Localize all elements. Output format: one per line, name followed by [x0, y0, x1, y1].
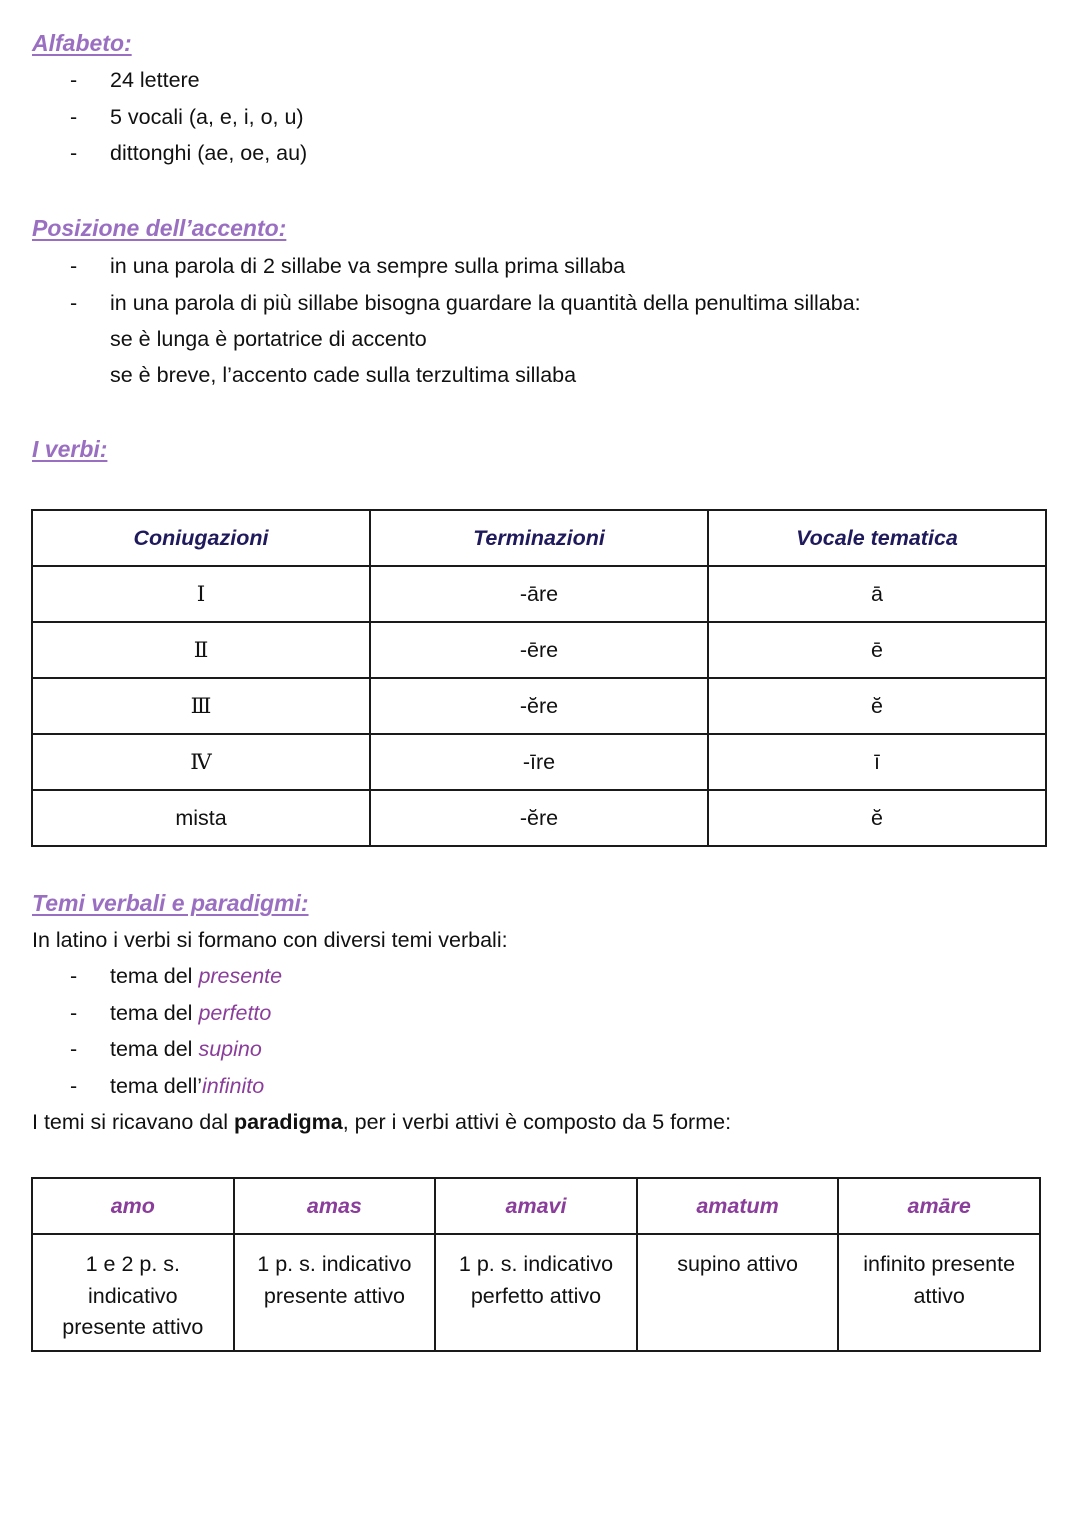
- list-item: - 5 vocali (a, e, i, o, u): [0, 99, 307, 136]
- list-item: - 24 lettere: [0, 62, 307, 99]
- table-row: [32, 734, 1046, 790]
- column-header-amas: amas: [234, 1178, 436, 1234]
- table-cell: Ⅲ: [32, 678, 370, 734]
- table-row: [32, 566, 1046, 622]
- bullet-dash: -: [70, 964, 78, 988]
- accento-continuation-short: se è breve, l’accento cade sulla terzultima sillaba: [110, 363, 577, 387]
- table-row: [32, 622, 1046, 678]
- bullet-dash: -: [70, 68, 78, 92]
- table-row: [32, 790, 1046, 846]
- column-header-amatum: amatum: [637, 1178, 839, 1234]
- bullet-dash: -: [70, 1000, 78, 1025]
- temi-intro: In latino i verbi si formano con diversi temi verbali:: [32, 928, 508, 952]
- table-cell: infinito presente attivo: [838, 1234, 1040, 1351]
- bullet-dash: -: [70, 104, 78, 129]
- paradigm-table: [31, 1177, 1041, 1352]
- bullet-dash: -: [70, 290, 78, 315]
- conjugations-table: [31, 509, 1047, 847]
- table-cell: Ⅳ: [32, 734, 370, 790]
- table-cell: I: [32, 566, 370, 622]
- table-cell: -āre: [370, 566, 708, 622]
- alfabeto-list: [0, 62, 307, 172]
- table-cell: Ⅱ: [32, 622, 370, 678]
- table-cell: 1 e 2 p. s. indicativo presente attivo: [32, 1234, 234, 1351]
- table-cell: ē: [708, 622, 1046, 678]
- list-item: - tema del presente: [0, 958, 282, 995]
- column-header-vocale-tematica: Vocale tematica: [708, 510, 1046, 566]
- table-cell: ī: [708, 734, 1046, 790]
- bullet-dash: -: [70, 254, 78, 278]
- list-item: - tema del supino: [0, 1031, 282, 1068]
- paradigm-sentence: I temi si ricavano dal paradigma, per i verbi attivi è composto da 5 forme:: [32, 1110, 732, 1134]
- table-cell: mista: [32, 790, 370, 846]
- column-header-amo: amo: [32, 1178, 234, 1234]
- table-header-row: [32, 1178, 1040, 1234]
- bullet-dash: -: [70, 1037, 78, 1061]
- bullet-dash: -: [70, 1073, 78, 1098]
- table-cell: ĕ: [708, 790, 1046, 846]
- temi-list: [0, 958, 282, 1104]
- list-item: - tema del perfetto: [0, 995, 282, 1032]
- list-item: - dittonghi (ae, oe, au): [0, 135, 307, 172]
- table-row: [32, 678, 1046, 734]
- table-cell: supino attivo: [637, 1234, 839, 1351]
- table-cell: 1 p. s. indicativo presente attivo: [234, 1234, 436, 1351]
- column-header-terminazioni: Terminazioni: [370, 510, 708, 566]
- accento-continuation-long: se è lunga è portatrice di accento: [110, 327, 427, 351]
- table-cell: ā: [708, 566, 1046, 622]
- table-header-row: [32, 510, 1046, 566]
- table-cell: ĕ: [708, 678, 1046, 734]
- bullet-dash: -: [70, 141, 78, 165]
- column-header-coniugazioni: Coniugazioni: [32, 510, 370, 566]
- table-cell: -īre: [370, 734, 708, 790]
- list-item: - in una parola di più sillabe bisogna guardare la quantità della penultima sillaba:: [0, 285, 861, 322]
- paradigm-keyword: paradigma: [233, 1110, 343, 1134]
- table-cell: 1 p. s. indicativo perfetto attivo: [435, 1234, 637, 1351]
- heading-accento: Posizione dell’accento:: [32, 215, 287, 241]
- table-cell: -ĕre: [370, 790, 708, 846]
- column-header-amare: amāre: [838, 1178, 1040, 1234]
- accento-list: [0, 248, 861, 321]
- heading-temi: Temi verbali e paradigmi:: [32, 890, 309, 916]
- column-header-amavi: amavi: [435, 1178, 637, 1234]
- list-item: - tema dell’infinito: [0, 1068, 282, 1105]
- heading-alfabeto: Alfabeto:: [32, 30, 132, 56]
- table-cell: -ĕre: [370, 678, 708, 734]
- table-row: [32, 1234, 1040, 1351]
- heading-verbi: I verbi:: [32, 436, 108, 462]
- table-cell: -ēre: [370, 622, 708, 678]
- list-item: - in una parola di 2 sillabe va sempre sulla prima sillaba: [0, 248, 861, 285]
